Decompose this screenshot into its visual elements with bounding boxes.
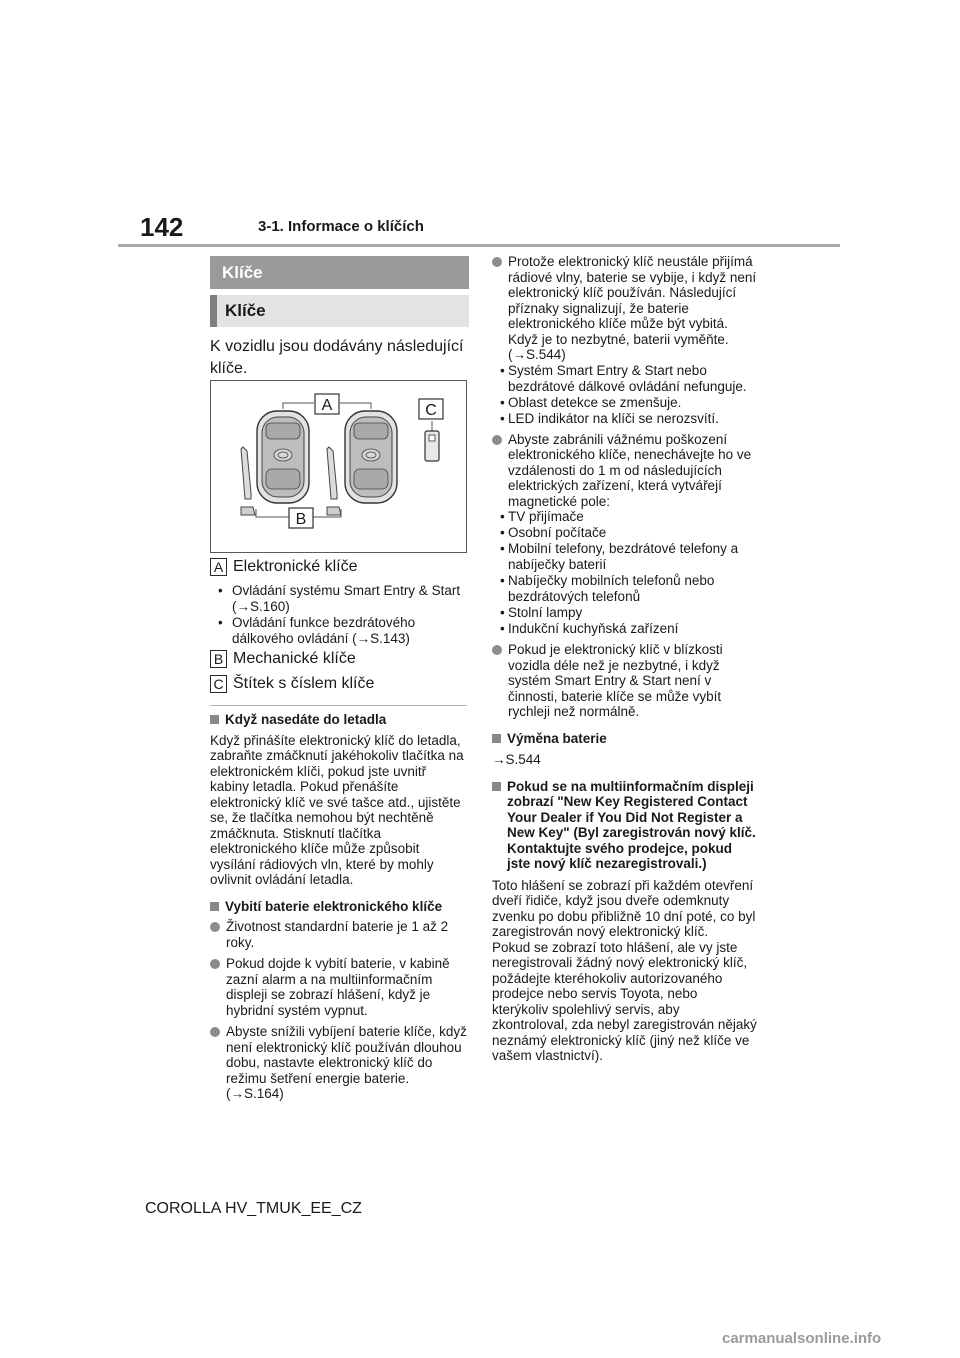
square-bullet-icon [210, 902, 219, 911]
symptom-list [492, 363, 757, 427]
svg-text:A: A [321, 397, 333, 414]
list-item: Životnost standardní baterie je 1 až 2 roky. [210, 919, 468, 950]
callout-letter-c: C [210, 675, 227, 693]
keys-illustration [210, 380, 467, 553]
label-b [289, 508, 313, 528]
page-reference: →S.544 [492, 752, 541, 767]
list-item: • Mobilní telefony, bezdrátové telefony a nabíječky baterií [492, 541, 757, 573]
paragraph: Toto hlášení se zobrazí při každém otevření dveří řidiče, když jsou dveře odemknuty zvenku po dobu přibližně 10 dní poté, co byl zaregistrován nový elektronický klíč. [492, 877, 756, 939]
list-item: • Osobní počítače [492, 525, 757, 541]
callout-c-text: Štítek s číslem klíče [233, 675, 375, 692]
label-a [315, 394, 339, 414]
paragraph: Pokud se zobrazí toto hlášení, ale vy jste neregistrovali žádný nový elektronický klíč, požádejte kteréhokoliv autorizovaného prodejce nebo servis Toyota, nebo kterýkoliv spolehlivý servis, aby zkontroloval, zda nebyl zaregistrován nějaký neznámý elektronický klíč (jiný než klíče ve vašem vlastnictví). [492, 939, 757, 1063]
circle-bullet-icon [210, 1027, 220, 1037]
keys-drawing [211, 381, 466, 552]
callout-letter-a: A [210, 558, 227, 576]
section-divider [210, 705, 467, 706]
callout-a [210, 558, 358, 576]
subheading: Pokud se na multiinformačním displeji zobrazí "New Key Registered Contact Your Dealer if You Did Not Register a New Key" (Byl zaregistrován nový klíč. Kontaktujte svého prodejce, pokud jste nový klíč nezaregistrovali.) [492, 779, 757, 872]
electronic-key-right [327, 411, 397, 515]
page-number: 142 [140, 212, 184, 242]
subheading: Výměna baterie [492, 731, 757, 747]
footer-code: COROLLA HV_TMUK_EE_CZ [145, 1200, 362, 1217]
list-item: Pokud je elektronický klíč v blízkosti vozidla déle než je nezbytné, i když systém Smart Entry & Start není v činnosti, baterie klíče se může vybít rychleji než normálně. [492, 642, 757, 720]
circle-bullet-icon [492, 435, 502, 445]
list-item: • TV přijímače [492, 509, 757, 525]
list-item: • Ovládání funkce bezdrátového dálkového ovládání (→S.143) [210, 615, 472, 647]
circle-bullet-icon [210, 959, 220, 969]
list-item: • Nabíječky mobilních telefonů nebo bezdrátových telefonů [492, 573, 757, 605]
list-item: Protože elektronický klíč neustále přijímá rádiové vlny, baterie se vybije, i když není elektronický klíč používán. Následující příznaky signalizují, že baterie elektronického klíče může být vybitá. Když je to nezbytné, baterii vyměňte. (→S.544) [492, 254, 757, 363]
circle-bullet-icon [492, 257, 502, 267]
square-bullet-icon [492, 734, 501, 743]
intro-text: K vozidlu jsou dodávány následující klíče. [210, 338, 464, 377]
electronic-key-left [241, 411, 309, 515]
callout-a-text: Elektronické klíče [233, 558, 358, 575]
subheading: Když nasedáte do letadla [210, 712, 468, 728]
callout-c [210, 675, 374, 693]
circle-bullet-icon [210, 922, 220, 932]
list-item: • LED indikátor na klíči se nerozsvítí. [492, 411, 757, 427]
callout-a-bullets [210, 583, 472, 647]
key-number-plate [425, 431, 439, 461]
subheading: Vybití baterie elektronického klíče [210, 899, 468, 915]
svg-text:C: C [425, 402, 437, 419]
device-list [492, 509, 757, 637]
header-divider [118, 244, 840, 247]
section-title: 3-1. Informace o klíčích [258, 218, 424, 235]
list-item: Pokud dojde k vybití baterie, v kabině zazní alarm a na multiinformačním displeji se zobrazí hlášení, když je hybridní systém vypnut. [210, 956, 468, 1018]
paragraph: Když přinášíte elektronický klíč do letadla, zabraňte zmáčknutí jakéhokoliv tlačítka na elektronickém klíči, pokud jste uvnitř kabiny letadla. Pokud přenášíte elektronický klíč ve své tašce atd., ujistěte se, že tlačítka nemohou být nechtěně zmáčknuta. Stisknutí tlačítka elektronického klíče může způsobit vysílání rádiových vln, které by mohly ovlivnit ovládání letadla. [210, 732, 464, 887]
list-item: • Stolní lampy [492, 605, 757, 621]
label-c [419, 399, 443, 419]
list-item: • Systém Smart Entry & Start nebo bezdrátové dálkové ovládání nefunguje. [492, 363, 757, 395]
list-item: • Oblast detekce se zmenšuje. [492, 395, 757, 411]
right-column [492, 254, 757, 1064]
callout-b-text: Mechanické klíče [233, 650, 356, 667]
callout-b [210, 650, 356, 668]
topic-banner: Klíče [210, 295, 469, 327]
watermark-text: carmanualsonline.info [722, 1330, 882, 1347]
list-item: Abyste snížili vybíjení baterie klíče, když není elektronický klíč používán dlouhou dobu, nastavte elektronický klíč do režimu šetření energie baterie. (→S.164) [210, 1024, 468, 1102]
list-item: • Ovládání systému Smart Entry & Start (→S.160) [210, 583, 472, 615]
circle-bullet-icon [492, 645, 502, 655]
list-item: Abyste zabránili vážnému poškození elektronického klíče, nenechávejte ho ve vzdálenosti do 1 m od následujících elektrických zařízení, která vytvářejí magnetické pole: [492, 432, 757, 510]
square-bullet-icon [492, 782, 501, 791]
chapter-banner: Klíče [210, 256, 469, 289]
airplane-note [210, 712, 468, 1102]
square-bullet-icon [210, 715, 219, 724]
list-item: • Indukční kuchyňská zařízení [492, 621, 757, 637]
svg-text:B: B [295, 511, 307, 528]
callout-letter-b: B [210, 650, 227, 668]
